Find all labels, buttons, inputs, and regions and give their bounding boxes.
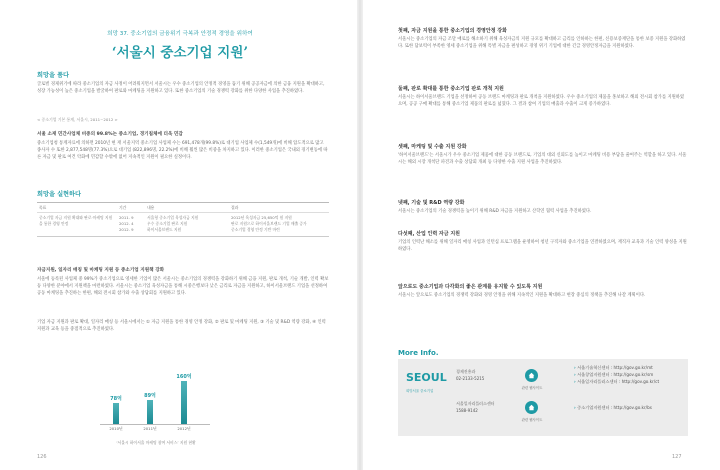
right-paragraph-3: '하이서울브랜드'는 서울시가 우수 중소기업 제품에 대한 공동 브랜드로, 기업의 대외 신뢰도를 높이고 마케팅 비용 부담을 줄여주는 역할을 하고 있다. 서울시는 해외 시장 개척단 파견과 수출 상담회 개최 등 다양한 수출 지원 사업을 추진하였다.: [398, 153, 687, 166]
chevron-right-icon: ›: [574, 372, 576, 377]
right-paragraph-4: 서울시는 중소기업의 기술 경쟁력을 높이기 위해 R&D 자금을 지원하고 산학연 협력 사업을 추진하였다.: [398, 209, 592, 214]
table-header: 목표: [37, 203, 117, 213]
table-header: 결과: [229, 203, 329, 213]
website-link[interactable]: [574, 372, 653, 378]
icon-caption: 관련 웹사이트: [521, 418, 543, 422]
website-link-text: 서울창업지원센터 : http://gov.go.kr/sm: [577, 372, 654, 377]
support-paragraph: 서울에 등록된 사업체 중 99%가 중소기업으로 영세한 기업이 많은 서울시는 중소기업의 경쟁력을 강화하기 위해 금융 지원, 판로 개척, 기술 개발, 인력 확보 등 다양한 분야에서 지원책을 마련하였다. 서울시는 중소기업 육성자금을 통해 시중은행보다 낮은 금리로 자금을 지원하고, 하이서울브랜드 기업을 선정하여 공동 마케팅을 추진하는 한편, 해외 전시회 참가와 수출 상담회를 지원하고 있다.: [37, 277, 329, 297]
more-info-box: [398, 359, 688, 436]
chevron-right-icon: ›: [574, 365, 576, 370]
right-heading-4: 넷째, 기술 및 R&D 역량 강화: [398, 200, 465, 206]
website-link[interactable]: [574, 365, 653, 371]
stat-paragraph: 중소기업청 통계자료에 의하면 2010년 현 재 서울지역 중소기업 사업체 수는 691,478개(99.8%)로 대기업 사업체 수(1,549개)에 비해 압도적으로 많고 종사자 수 또한 2,877,548명(77.3%)으로 대기업 (822,896명, 22.2%)에 비해 훨씬 많은 비중을 차지하고 있다. 이러한 중소기업은 국내외 경기변동에 따른 자금 및 판로 여건 악화에 민감할 수밖에 없어 지속적인 지원이 필요한 실정이다.: [37, 141, 328, 161]
website-link-text: 서울기술혁신센터 : http://gov.go.kr/mt: [577, 365, 653, 370]
chart-bar: [147, 400, 153, 424]
seoul-logo-subtitle: 희망서울 중소기업: [406, 389, 434, 393]
chart-baseline: [100, 424, 210, 425]
section-heading-realize: 희망을 실현하다: [37, 191, 81, 198]
chart-bar: [181, 381, 187, 424]
chart-category-label: 2012년: [177, 426, 191, 431]
table-cell: 2012년 육성자금 25,650억 원 지원 판로 지원으로 하이서울브랜드 기업 매출 증가 중소기업 경영 안정 기반 마련: [229, 213, 329, 237]
chart-data-label: 160억: [176, 374, 192, 381]
page-title: ‘서울시 중소기업 지원’: [111, 45, 249, 61]
right-paragraph-1: 서울시는 중소기업의 자금 조달 애로를 해소하기 위해 육성자금의 지원 규모를 확대하고 금리를 인하하는 한편, 신용보증재단을 통한 보증 지원을 강화하였다. 또한 담보력이 부족한 영세 중소기업을 위해 특별 자금을 편성하고 경영 위기 기업에 대한 긴급 경영안정자금을 지원하였다.: [398, 37, 686, 50]
right-paragraph-6: 서울시는 앞으로도 중소기업의 경쟁력 강화와 경영 안정을 위해 지속적인 지원을 확대하고 현장 중심의 정책을 추진해 나갈 계획이다.: [398, 293, 646, 298]
contact-name: 경제진흥과: [456, 369, 476, 374]
support-heading: 자금지원, 일자리 매칭 및 마케팅 지원 등 중소기업 지원책 강화: [37, 268, 165, 273]
home-icon[interactable]: [525, 369, 538, 382]
page-number-right: 127: [672, 454, 682, 460]
right-paragraph-2: 서울시는 하이서울브랜드 기업을 선정하여 공동 브랜드 마케팅과 판로 개척을 지원하였다. 우수 중소기업의 제품을 홍보하고 해외 전시회 참가를 지원하였으며, 공공 구매 확대를 통해 중소기업 제품의 판로를 넓혔다. 그 결과 참여 기업의 매출과 수출이 크게 증가하였다.: [398, 95, 685, 108]
right-heading-2: 둘째, 판로 확대를 통한 중소기업 판로 개척 지원: [398, 86, 504, 92]
right-page: [360, 0, 720, 470]
intro-paragraph: 글로벌 경제위기에 따라 중소기업의 자금 사정이 어려워지면서 서울시는 우수 중소기업의 안정적 경영을 돕기 위해 공공자금에 의한 금융 지원을 확대하고, 성장 가능성이 높은 중소기업을 발굴하여 판로와 마케팅을 지원하고 있다. 또한 중소기업의 기술 경쟁력 강화를 위한 다양한 사업을 추진하였다.: [37, 82, 325, 95]
right-heading-1: 첫째, 자금 지원을 통한 중소기업의 경영안정 강화: [398, 28, 507, 34]
contact-phone: 02-2133-5215: [456, 375, 485, 381]
section-heading-hope: 희망을 품다: [37, 72, 70, 79]
support-bar-chart: [100, 362, 210, 432]
page-number-left: 126: [37, 454, 47, 460]
table-cell: 2011. 9 2012. 4 2012. 9: [117, 213, 145, 237]
website-link-text: 서울일자리플러스센터 : http://gov.go.kr/ct: [577, 379, 660, 384]
chart-data-label: 78억: [110, 396, 122, 403]
right-heading-5: 다섯째, 산업 인력 자금 지원: [398, 231, 460, 237]
chart-category-label: 2010년: [109, 426, 123, 431]
chevron-right-icon: ›: [574, 379, 576, 384]
right-heading-3: 셋째, 마케팅 및 수출 지원 강화: [398, 144, 467, 150]
table-cell: 중소기업 자금 지원 확대와 판로·마케팅 지원을 통한 경영 안정: [37, 213, 117, 237]
contact-name: 서울일자리플러스센터: [456, 401, 495, 406]
icon-caption: 관련 웹사이트: [521, 386, 543, 390]
source-note: < 중소기업 기본 통계, 서울시, 2011~2012 >: [37, 117, 118, 122]
right-heading-6: 앞으로도 중소기업과 다각화의 좋은 관계를 유지할 수 있도록 지원: [398, 284, 543, 290]
chart-bar: [113, 403, 119, 424]
website-link[interactable]: [574, 405, 652, 411]
seoul-logo: SEOUL: [406, 371, 447, 384]
table-header: 기간: [117, 203, 145, 213]
table-cell: 서울형 중소기업 육성자금 지원 우수 중소기업 판로 지원 하이서울브랜드 지원: [145, 213, 229, 237]
more-info-title: More Info.: [398, 349, 439, 357]
plan-table: [37, 202, 329, 237]
chevron-right-icon: ›: [574, 405, 576, 410]
stat-heading: 서울 소재 민간사업체 비중의 99.8%는 중소기업, 경기침체에 더욱 민감: [37, 132, 183, 137]
chart-category-label: 2011년: [143, 426, 157, 431]
contact-block: [456, 369, 484, 382]
support-summary: 기업 자금 지원과 판로 확대, 일자리 매칭 등 서울시에서는 ① 자금 지원을 통한 경영 안정 강화, ② 판로 및 마케팅 지원, ③ 기술 및 R&D 역량 강화, ④ 인력 지원과 교육 등을 중점적으로 추진하였다.: [37, 320, 326, 333]
contact-phone: 1588-9142: [456, 407, 478, 413]
table-header: 내용: [145, 203, 229, 213]
table-row: [37, 213, 329, 237]
home-icon[interactable]: [525, 401, 538, 414]
chart-data-label: 89억: [144, 393, 156, 400]
website-link[interactable]: [574, 379, 659, 385]
right-paragraph-5: 기업의 인력난 해소를 위해 일자리 매칭 사업과 인턴십 프로그램을 운영하여 청년 구직자와 중소기업을 연결하였으며, 재직자 교육과 기술 인력 양성을 지원하였다.: [398, 240, 687, 253]
website-link-text: 중소기업지원센터 : http://gov.go.kr/bs: [577, 405, 652, 410]
page-kicker: 희망 37. 중소기업의 금융위기 극복과 안정적 경영을 위하여: [107, 31, 253, 37]
contact-block: [456, 401, 495, 414]
chart-caption: ‘서울시 하이서울 마케팅 참여 서비스’ 지원 현황: [116, 440, 196, 445]
